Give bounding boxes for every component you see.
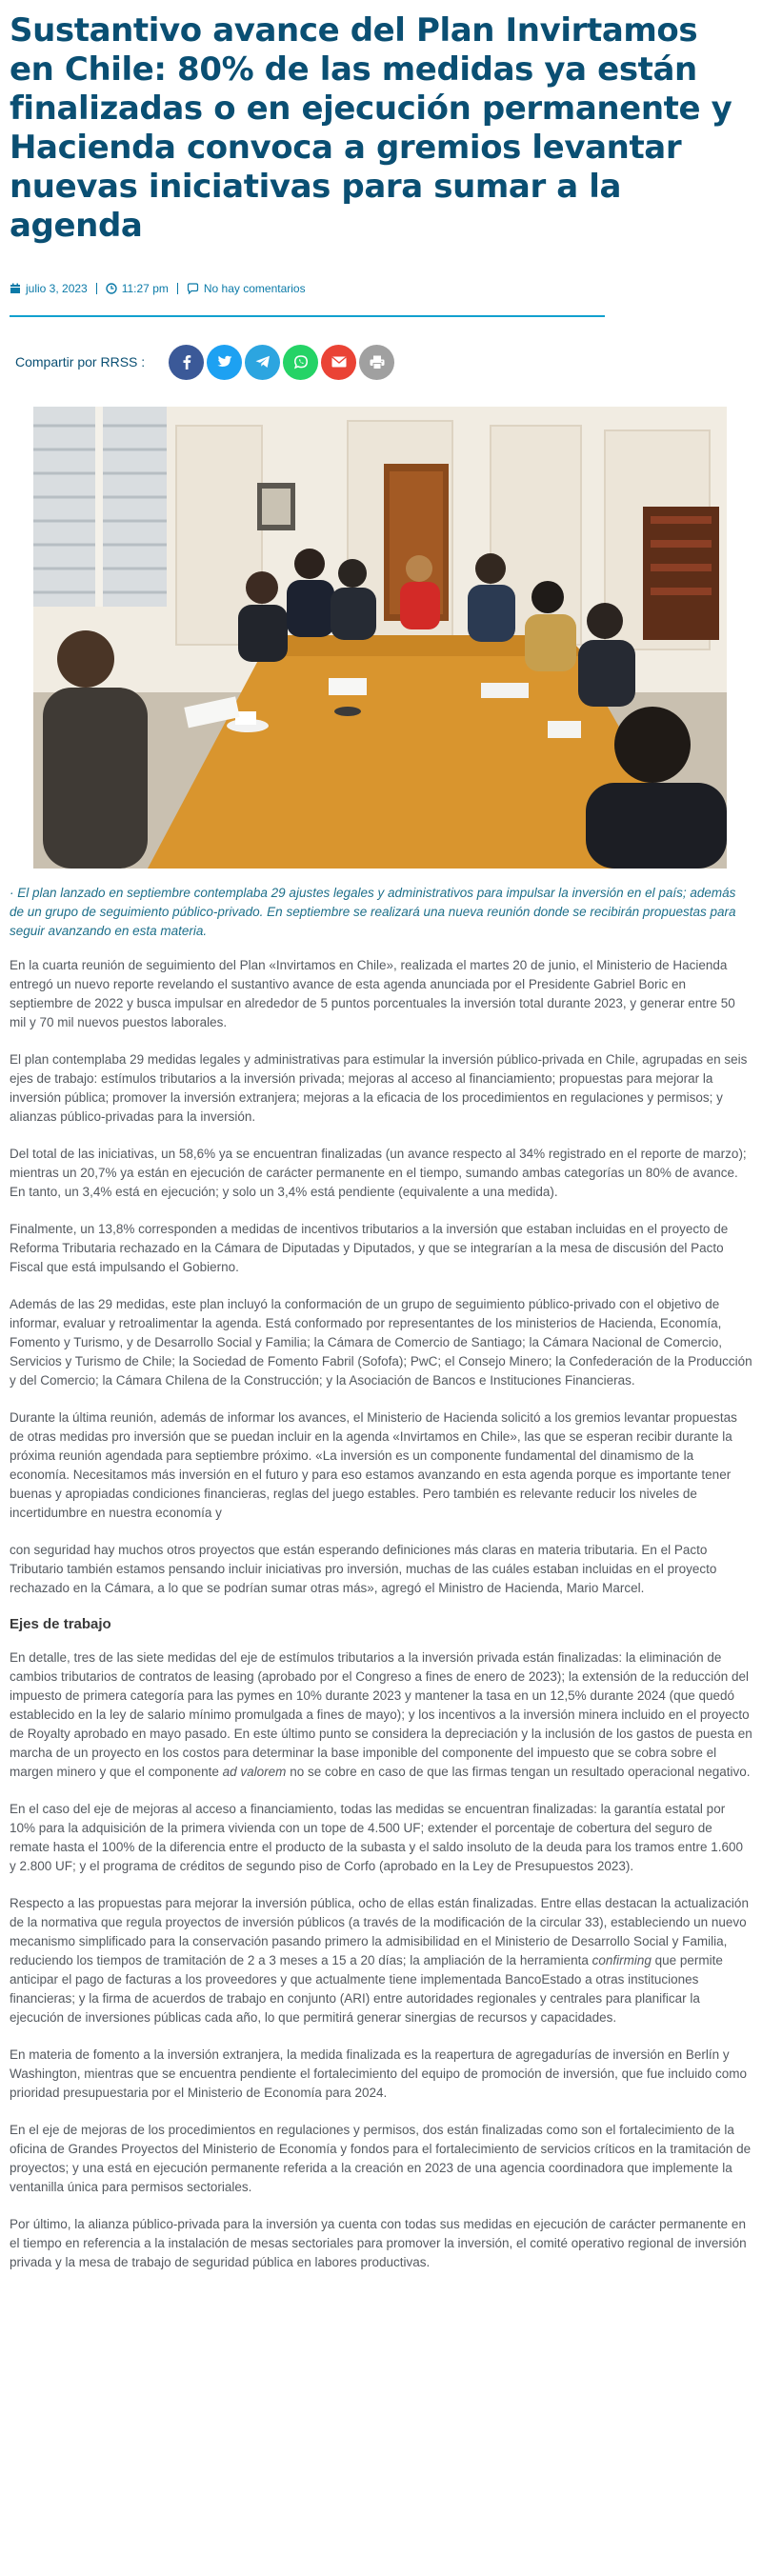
share-whatsapp-button[interactable] [283, 345, 318, 380]
clock-icon [106, 283, 117, 294]
share-bar [0, 343, 762, 381]
paragraph-emphasis: confirming [592, 1953, 652, 1967]
paragraph: con seguridad hay muchos otros proyectos que están esperando definiciones más claras en materia tributaria. En el Pacto Tributario también estamos pensando incluir iniciativas pro inversión, muchas de las cuáles estaban incluidas en el proyecto rechazado en la Cámara, a lo que se podrían sumar otras más», agregó el Ministro de Hacienda, Mario Marcel. [10, 1543, 717, 1595]
article-photo [33, 407, 727, 869]
paragraph: Durante la última reunión, además de informar los avances, el Ministerio de Hacienda solicitó a los gremios levantar propuestas de otras medidas pro inversión que se puedan incluir en la agenda «Invirtamos en Chile», las que se esperan recibir durante la próxima reunión agendada para septiembre próximo. «La inversión es un componente fundamental del dinamismo de la economía. Necesitamos más inversión en el futuro y para eso estamos avanzando en esta agenda porque es importante tener buenas y apropiadas condiciones financieras, reglas del juego estables. Pero también es relevante reducir los niveles de incertidumbre en nuestra economía y [10, 1410, 737, 1520]
paragraph: En el eje de mejoras de los procedimientos en regulaciones y permisos, dos están finalizadas como son el fortalecimiento de la oficina de Grandes Proyectos del Ministerio de Economía y fondos para el fortalecimiento de servicios críticos en la tramitación de proyectos; y una está en ejecución permanente referida a la creación en 2023 de una agencia coordinadora que implemente la ventanilla única para permisos sectoriales. [10, 2123, 752, 2194]
post-time-text: 11:27 pm [121, 282, 169, 295]
post-date-text: julio 3, 2023 [26, 282, 88, 295]
calendar-icon [10, 283, 21, 294]
share-email-button[interactable] [321, 345, 356, 380]
paragraph: Por último, la alianza público-privada para la inversión ya cuenta con todas sus medidas en ejecución de carácter permanente en el tiempo en referencia a la instalación de mesas sectoriales para promover la inversión, el comité operativo regional de inversión privada y la mesa de trabajo de seguridad pública en labores productivas. [10, 2217, 747, 2269]
share-facebook-button[interactable] [169, 345, 204, 380]
twitter-icon [217, 355, 232, 369]
paragraph-text: no se cobre en caso de que las firmas tengan un resultado operacional negativo. [286, 1765, 751, 1779]
paragraph-text: Respecto a las propuestas para mejorar la inversión pública, ocho de ellas están finalizadas. Entre ellas destacan la actualización de la normativa que regula proyectos de inversión públicos (a través de la modificación de la circular 33), estableciendo un nuevo mecanismo simplificado para la conservación pasando primero la admisibilidad en el Ministerio de Desarrollo Social y Familia, reduciendo los tiempos de tramitación de 2 a 3 meses a 15 a 20 días; la ampliación de la herramienta [10, 1896, 749, 1967]
post-date[interactable] [10, 282, 88, 295]
paragraph: Del total de las iniciativas, un 58,6% ya se encuentran finalizadas (un avance respecto al 34% registrado en el reporte de marzo); mientras un 20,7% ya están en ejecución de carácter permanente en el tiempo, sumando ambas categorías un 80% de avance. En tanto, un 3,4% está en ejecución; y solo un 3,4% está pendiente (equivalente a una medida). [10, 1147, 747, 1199]
share-label: Compartir por RRSS : [15, 354, 146, 369]
facebook-icon [180, 354, 193, 369]
whatsapp-icon [293, 354, 309, 369]
meeting-photo [33, 407, 727, 869]
article-body [0, 956, 762, 2272]
share-telegram-button[interactable] [245, 345, 280, 380]
paragraph: En el caso del eje de mejoras al acceso a financiamiento, todas las medidas se encuentran finalizadas: la garantía estatal por 10% para la adquisición de la primera vivienda con un tope de 4.500 UF; extender el porcentaje de cobertura del seguro de remate hasta el 100% de la diferencia entre el producto de la subasta y el saldo insoluto de la deuda para los tramos entre 1.600 y 2.800 UF; y el programa de créditos de segundo piso de Corfo (aprobado en la Ley de Presupuestos 2023). [10, 1802, 743, 1873]
paragraph-text: que permite anticipar el pago de facturas a los proveedores y que actualmente tiene implementada BancoEstado a otras instituciones financieras; y la firma de acuerdos de trabajo en conjunto (ARI) entre autoridades regionales y centrales para planificar la ejecución de inversiones públicas cada año, lo que permitirá generar sinergias de recursos y capacidades. [10, 1953, 723, 2025]
paragraph-emphasis: ad valorem [222, 1765, 287, 1779]
paragraph [10, 1648, 752, 1782]
meta-divider [96, 283, 97, 294]
post-time [106, 282, 169, 295]
section-heading: Ejes de trabajo [10, 1616, 111, 1632]
paragraph: Además de las 29 medidas, este plan incluyó la conformación de un grupo de seguimiento público-privado con el objetivo de informar, evaluar y retroalimentar la agenda. Está conformado por representantes de los ministerios de Hacienda, Economía, Fomento y Turismo, y de Desarrollo Social y Familia; la Cámara de Comercio de Santiago; la Cámara Nacional de Comercio, Servicios y Turismo de Chile; la Sociedad de Fomento Fabril (Sofofa); PwC; el Consejo Minero; la Confederación de la Producción y del Comercio; la Cámara Chilena de la Construcción; y la Asociación de Bancos e Instituciones Financieras. [10, 1297, 752, 1388]
paragraph: En la cuarta reunión de seguimiento del Plan «Invirtamos en Chile», realizada el martes 20 de junio, el Ministerio de Hacienda entregó un nuevo reporte revelando el sustantivo avance de esta agenda anunciada por el Presidente Gabriel Boric en septiembre de 2022 y busca impulsar en alrededor de 5 puntos porcentuales la inversión total durante 2023, y generar entre 50 mil y 70 mil nuevos puestos laborales. [10, 958, 735, 1029]
post-meta [0, 279, 762, 298]
post-comments-text: No hay comentarios [203, 282, 306, 295]
printer-icon [370, 355, 385, 369]
share-print-button[interactable] [359, 345, 394, 380]
paragraph: Finalmente, un 13,8% corresponden a medidas de incentivos tributarios a la inversión que estaban incluidas en el proyecto de Reforma Tributaria rechazado en la Cámara de Diputadas y Diputados, y que se integrarían a la mesa de discusión del Pacto Fiscal que está impulsando el Gobierno. [10, 1222, 729, 1274]
paragraph: El plan contemplaba 29 medidas legales y administrativas para estimular la inversión público-privada en Chile, agrupadas en seis ejes de trabajo: estímulos tributarios a la inversión privada; mejoras al acceso al financiamiento; propuestas para mejorar la inversión pública; promover la inversión extranjera; mejoras a la eficacia de los procedimientos en regulaciones y permisos; y alianzas público-privadas para la inversión. [10, 1052, 748, 1124]
telegram-icon [255, 355, 271, 369]
post-comments[interactable] [187, 282, 306, 295]
paragraph: En materia de fomento a la inversión extranjera, la medida finalizada es la reapertura de agregadurías de inversión en Berlín y Washington, mientras que se encuentra pendiente el fortalecimiento del equipo de promoción de inversión, que fue incluido como prioridad presupuestaria por el Ministerio de Economía para 2024. [10, 2047, 747, 2100]
title-divider [10, 315, 605, 317]
paragraph [10, 1894, 752, 2027]
paragraph-text: En detalle, tres de las siete medidas del eje de estímulos tributarios a la inversión privada están finalizadas: la eliminación de cambios tributarios de contratos de leasing (aprobado por el Congreso a fines de enero de 2023); la extensión de la reducción del impuesto de primera categoría para las pymes en 10% durante 2023 y mantener la tasa en un 12,5% durante 2024 (que quedó establecido en la ley de salario mínimo promulgada a fines de mayo); y los incentivos a la inversión minera incluido en el proyecto de Royalty aprobado en mayo pasado. En este último punto se considera la depreciación y la inclusión de los gastos de puesta en marcha de un proyecto en los costos para determinar la base imponible del componente del impuesto que se cobra sobre el margen minero y que el componente [10, 1650, 752, 1779]
article-title: Sustantivo avance del Plan Invirtamos en Chile: 80% de las medidas ya están finalizadas o en ejecución permanente y Hacienda convoca a gremios levantar nuevas iniciativas para sumar a la agenda [10, 11, 732, 245]
meta-divider [177, 283, 178, 294]
envelope-icon [331, 356, 347, 368]
share-twitter-button[interactable] [207, 345, 242, 380]
comment-icon [187, 283, 199, 294]
photo-caption: · El plan lanzado en septiembre contemplaba 29 ajustes legales y administrativos para impulsar la inversión en el país; además de un grupo de seguimiento público-privado. En septiembre se realizará una nueva reunión donde se recibirán propuestas para seguir avanzando en esta materia. [10, 886, 736, 938]
